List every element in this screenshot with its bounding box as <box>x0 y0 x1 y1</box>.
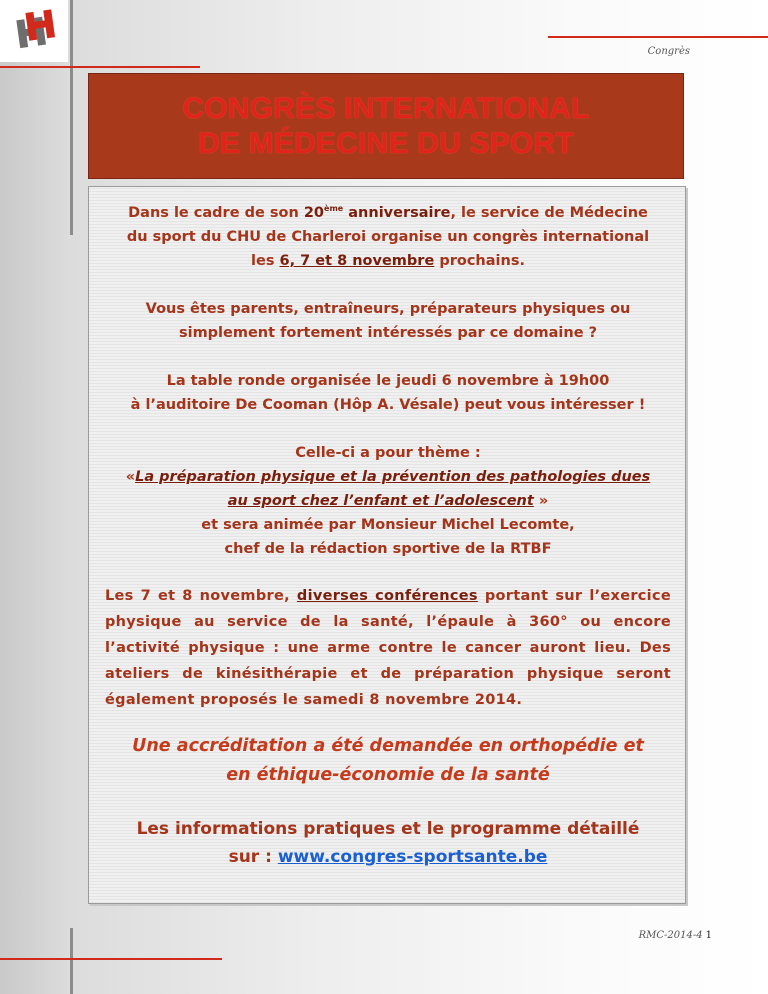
header-red-rule-left <box>0 66 200 68</box>
title-banner <box>88 73 684 179</box>
intro-paragraph: Dans le cadre de son 20ème anniversaire, le service de Médecine du sport du CHU de Charleroi organise un congrès international les 6, 7 et 8 novembre prochains. <box>126 204 650 269</box>
header-section-label: Congrès <box>647 46 690 57</box>
info-block: Les informations pratiques et le programme détaillé sur : www.congres-sportsante.be <box>136 819 640 867</box>
anniversary-number: 20ème anniversaire <box>303 204 451 221</box>
theme-title-line-2: au sport chez l’enfant et l’adolescent <box>227 493 534 509</box>
left-vertical-rule-bottom <box>70 928 73 994</box>
round-table-paragraph: La table ronde organisée le jeudi 6 novembre à 19h00 à l’auditoire De Cooman (Hôp A. Vésale) peut vous intéresser ! <box>130 373 646 413</box>
header-red-rule-right <box>548 36 768 38</box>
footer-red-rule-left <box>0 958 222 960</box>
event-dates: 6, 7 et 8 novembre <box>279 253 435 269</box>
hh-logo-icon <box>0 0 68 62</box>
theme-paragraph: Celle-ci a pour thème : «La préparation physique et la prévention des pathologies dues au sport chez l’enfant et l’adolescent » et sera animée par Monsieur Michel Lecomte, chef de la rédaction sportive de la RTBF <box>125 445 651 557</box>
accreditation-note: Une accréditation a été demandée en orthopédie et en éthique-économie de la santé <box>132 736 644 785</box>
conferences-paragraph: Les 7 et 8 novembre, diverses conférences portant sur l’exercice physique au service de la santé, l’épaule à 360° ou encore l’activité physique : une arme contre le cancer auront lieu. Des ateliers de kinésithérapie et de préparation physique seront également proposés le samedi 8 novembre 2014. <box>105 588 671 708</box>
logo <box>0 0 68 62</box>
title-line-2: DE MÉDECINE DU SPORT <box>198 127 574 160</box>
website-link[interactable]: www.congres-sportsante.be <box>277 847 548 867</box>
theme-title-line-1: La préparation physique et la prévention des pathologies dues <box>135 469 651 485</box>
audience-paragraph: Vous êtes parents, entraîneurs, préparateurs physiques ou simplement fortement intéressés par ce domaine ? <box>145 301 631 341</box>
footer-ref-text: RMC-2014-4 <box>638 930 703 941</box>
left-vertical-rule-top <box>70 0 73 235</box>
page-number: 1 <box>705 930 712 941</box>
footer-reference <box>639 930 712 941</box>
title-line-1: CONGRÈS INTERNATIONAL <box>182 92 590 125</box>
conferences-highlight: diverses conférences <box>296 588 478 604</box>
content-panel <box>88 186 686 904</box>
